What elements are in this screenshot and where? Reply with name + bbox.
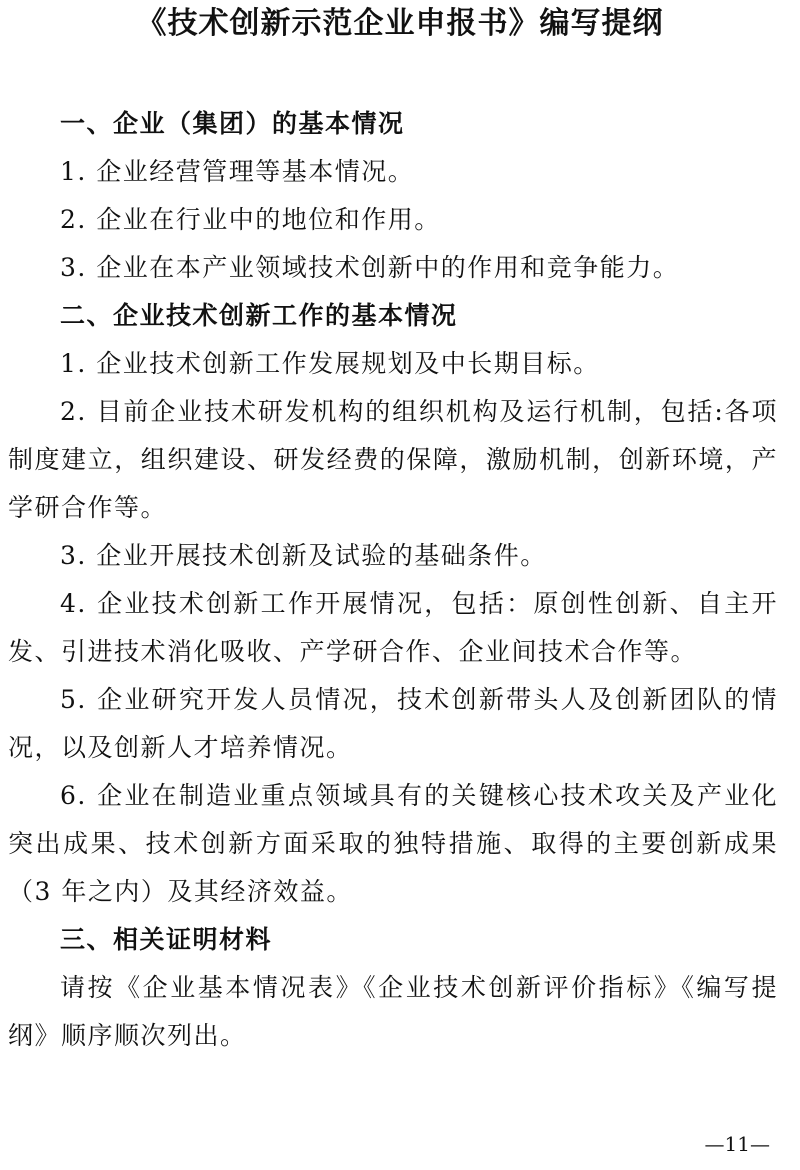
list-item: 3. 企业在本产业领域技术创新中的作用和竞争能力。 [60,253,680,282]
section-heading: 一、企业（集团）的基本情况 [60,109,405,138]
list-item: 4. 企业技术创新工作开展情况，包括：原创性创新、自主开发、引进技术消化吸收、产学研合作、企业间技术合作等。 [8,589,778,666]
section-heading: 三、相关证明材料 [60,925,273,954]
page-number: —11— [704,1132,770,1156]
document-title: 《技术创新示范企业申报书》编写提纲 [136,6,664,41]
document-body [8,100,778,1060]
list-item: 2. 企业在行业中的地位和作用。 [60,205,441,234]
list-item: 请按《企业基本情况表》《企业技术创新评价指标》《编写提纲》顺序顺次列出。 [8,973,778,1050]
list-item: 5. 企业研究开发人员情况，技术创新带头人及创新团队的情况，以及创新人才培养情况。 [8,685,778,762]
section-supporting-materials [8,916,778,1060]
list-item: 3. 企业开展技术创新及试验的基础条件。 [60,541,547,570]
list-item: 2. 目前企业技术研发机构的组织机构及运行机制，包括:各项制度建立，组织建设、研发经费的保障，激励机制，创新环境，产学研合作等。 [8,397,778,522]
section-heading: 二、企业技术创新工作的基本情况 [60,301,458,330]
list-item: 6. 企业在制造业重点领域具有的关键核心技术攻关及产业化突出成果、技术创新方面采取的独特措施、取得的主要创新成果（3 年之内）及其经济效益。 [8,781,778,906]
section-innovation-work [8,292,778,916]
section-basic-info [8,100,778,292]
list-item: 1. 企业经营管理等基本情况。 [60,157,415,186]
list-item: 1. 企业技术创新工作发展规划及中长期目标。 [60,349,600,378]
